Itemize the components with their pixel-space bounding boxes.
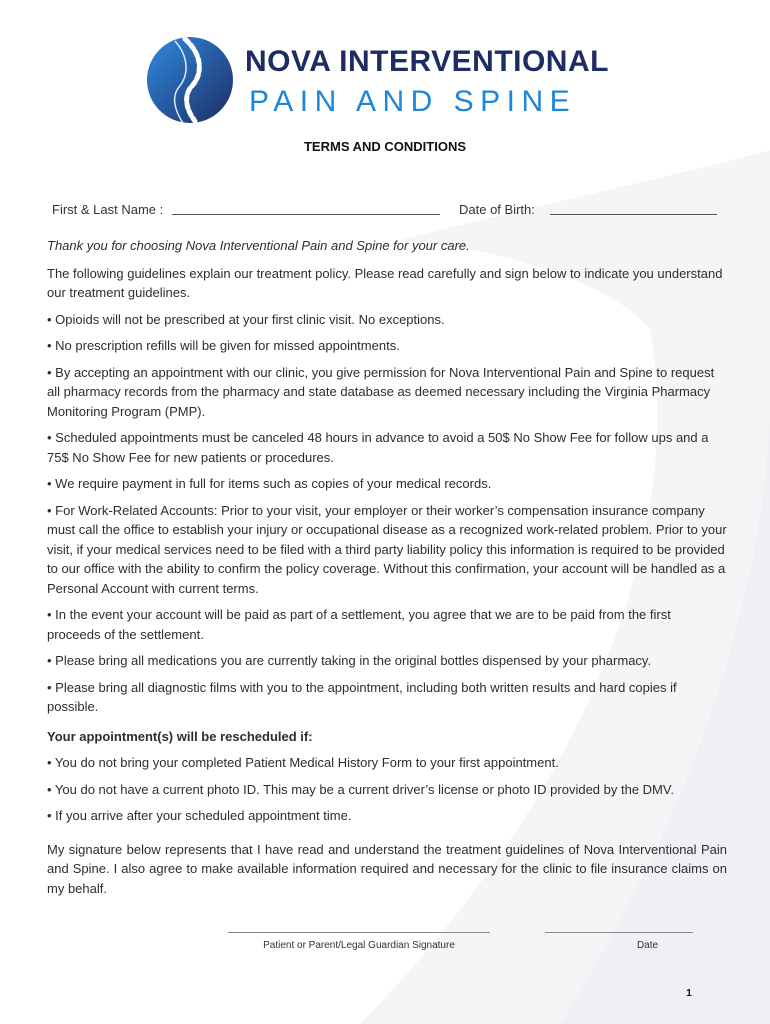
date-signature-label: Date <box>636 940 659 951</box>
name-field-label: First & Last Name : <box>52 202 164 217</box>
intro-text: Thank you for choosing Nova Interventional Pain and Spine for your care. <box>47 238 470 253</box>
patient-info-row <box>0 202 770 222</box>
policy-item: • In the event your account will be paid as part of a settlement, you agree that we are to be paid from the first proceeds of the settlement. <box>47 607 671 642</box>
dob-field-label: Date of Birth: <box>459 202 535 217</box>
patient-signature-block <box>228 924 490 964</box>
date-signature-block <box>545 924 693 964</box>
guidelines-intro: The following guidelines explain our treatment policy. Please read carefully and sign below to indicate you understand our treatment guidelines. <box>47 265 723 300</box>
acknowledgement-text: My signature below represents that I have read and understand the treatment guidelines of Nova Interventional Pain and Spine. I also agree to make available information required and necessary for the clinic to file insurance claims on my behalf. <box>47 841 727 896</box>
patient-signature-line[interactable] <box>228 932 490 933</box>
policy-item: • By accepting an appointment with our clinic, you give permission for Nova Interventional Pain and Spine to request all pharmacy records from the pharmacy and state database as deemed necessary including the Virginia Pharmacy Monitoring Program (PMP). <box>47 364 715 419</box>
reschedule-item: • You do not bring your completed Patient Medical History Form to your first appointment. <box>47 755 559 770</box>
policy-item: • Please bring all medications you are currently taking in the original bottles dispensed by your pharmacy. <box>47 653 652 668</box>
dob-field-line[interactable] <box>550 214 717 215</box>
policy-item: • We require payment in full for items such as copies of your medical records. <box>47 476 492 491</box>
spine-logo-icon <box>145 35 235 125</box>
policy-item: • Please bring all diagnostic films with you to the appointment, including both written results and hard copies if possible. <box>47 679 677 714</box>
clinic-logo <box>145 35 625 125</box>
date-signature-line[interactable] <box>545 932 693 933</box>
reschedule-heading: Your appointment(s) will be rescheduled if: <box>47 728 313 744</box>
page-number: 1 <box>686 988 692 999</box>
policy-item: • Scheduled appointments must be canceled 48 hours in advance to avoid a 50$ No Show Fee for follow ups and a 75$ No Show Fee for new patients or procedures. <box>47 430 709 465</box>
name-field-line[interactable] <box>172 214 440 215</box>
logo-text-line2: PAIN AND SPINE <box>249 85 577 118</box>
policy-item: • For Work-Related Accounts: Prior to your visit, your employer or their worker’s compensation insurance company must call the office to establish your injury or occupational disease as a recognized work-related problem. Prior to your visit, if your medical services need to be filed with a third party liability policy this information is required to be provided to our office with the ability to confirm the policy coverage. Without this confirmation, your account will be handled as a Personal Account with current terms. <box>47 502 727 596</box>
reschedule-item: • If you arrive after your scheduled appointment time. <box>47 808 352 823</box>
policy-item: • No prescription refills will be given for missed appointments. <box>47 338 400 353</box>
patient-signature-label: Patient or Parent/Legal Guardian Signature <box>263 940 455 951</box>
document-title: TERMS AND CONDITIONS <box>303 139 467 154</box>
logo-text-line1: NOVA INTERVENTIONAL <box>245 45 609 78</box>
terms-content <box>47 236 727 905</box>
reschedule-item: • You do not have a current photo ID. This may be a current driver’s license or photo ID provided by the DMV. <box>47 781 674 797</box>
policy-item: • Opioids will not be prescribed at your first clinic visit. No exceptions. <box>47 311 445 327</box>
